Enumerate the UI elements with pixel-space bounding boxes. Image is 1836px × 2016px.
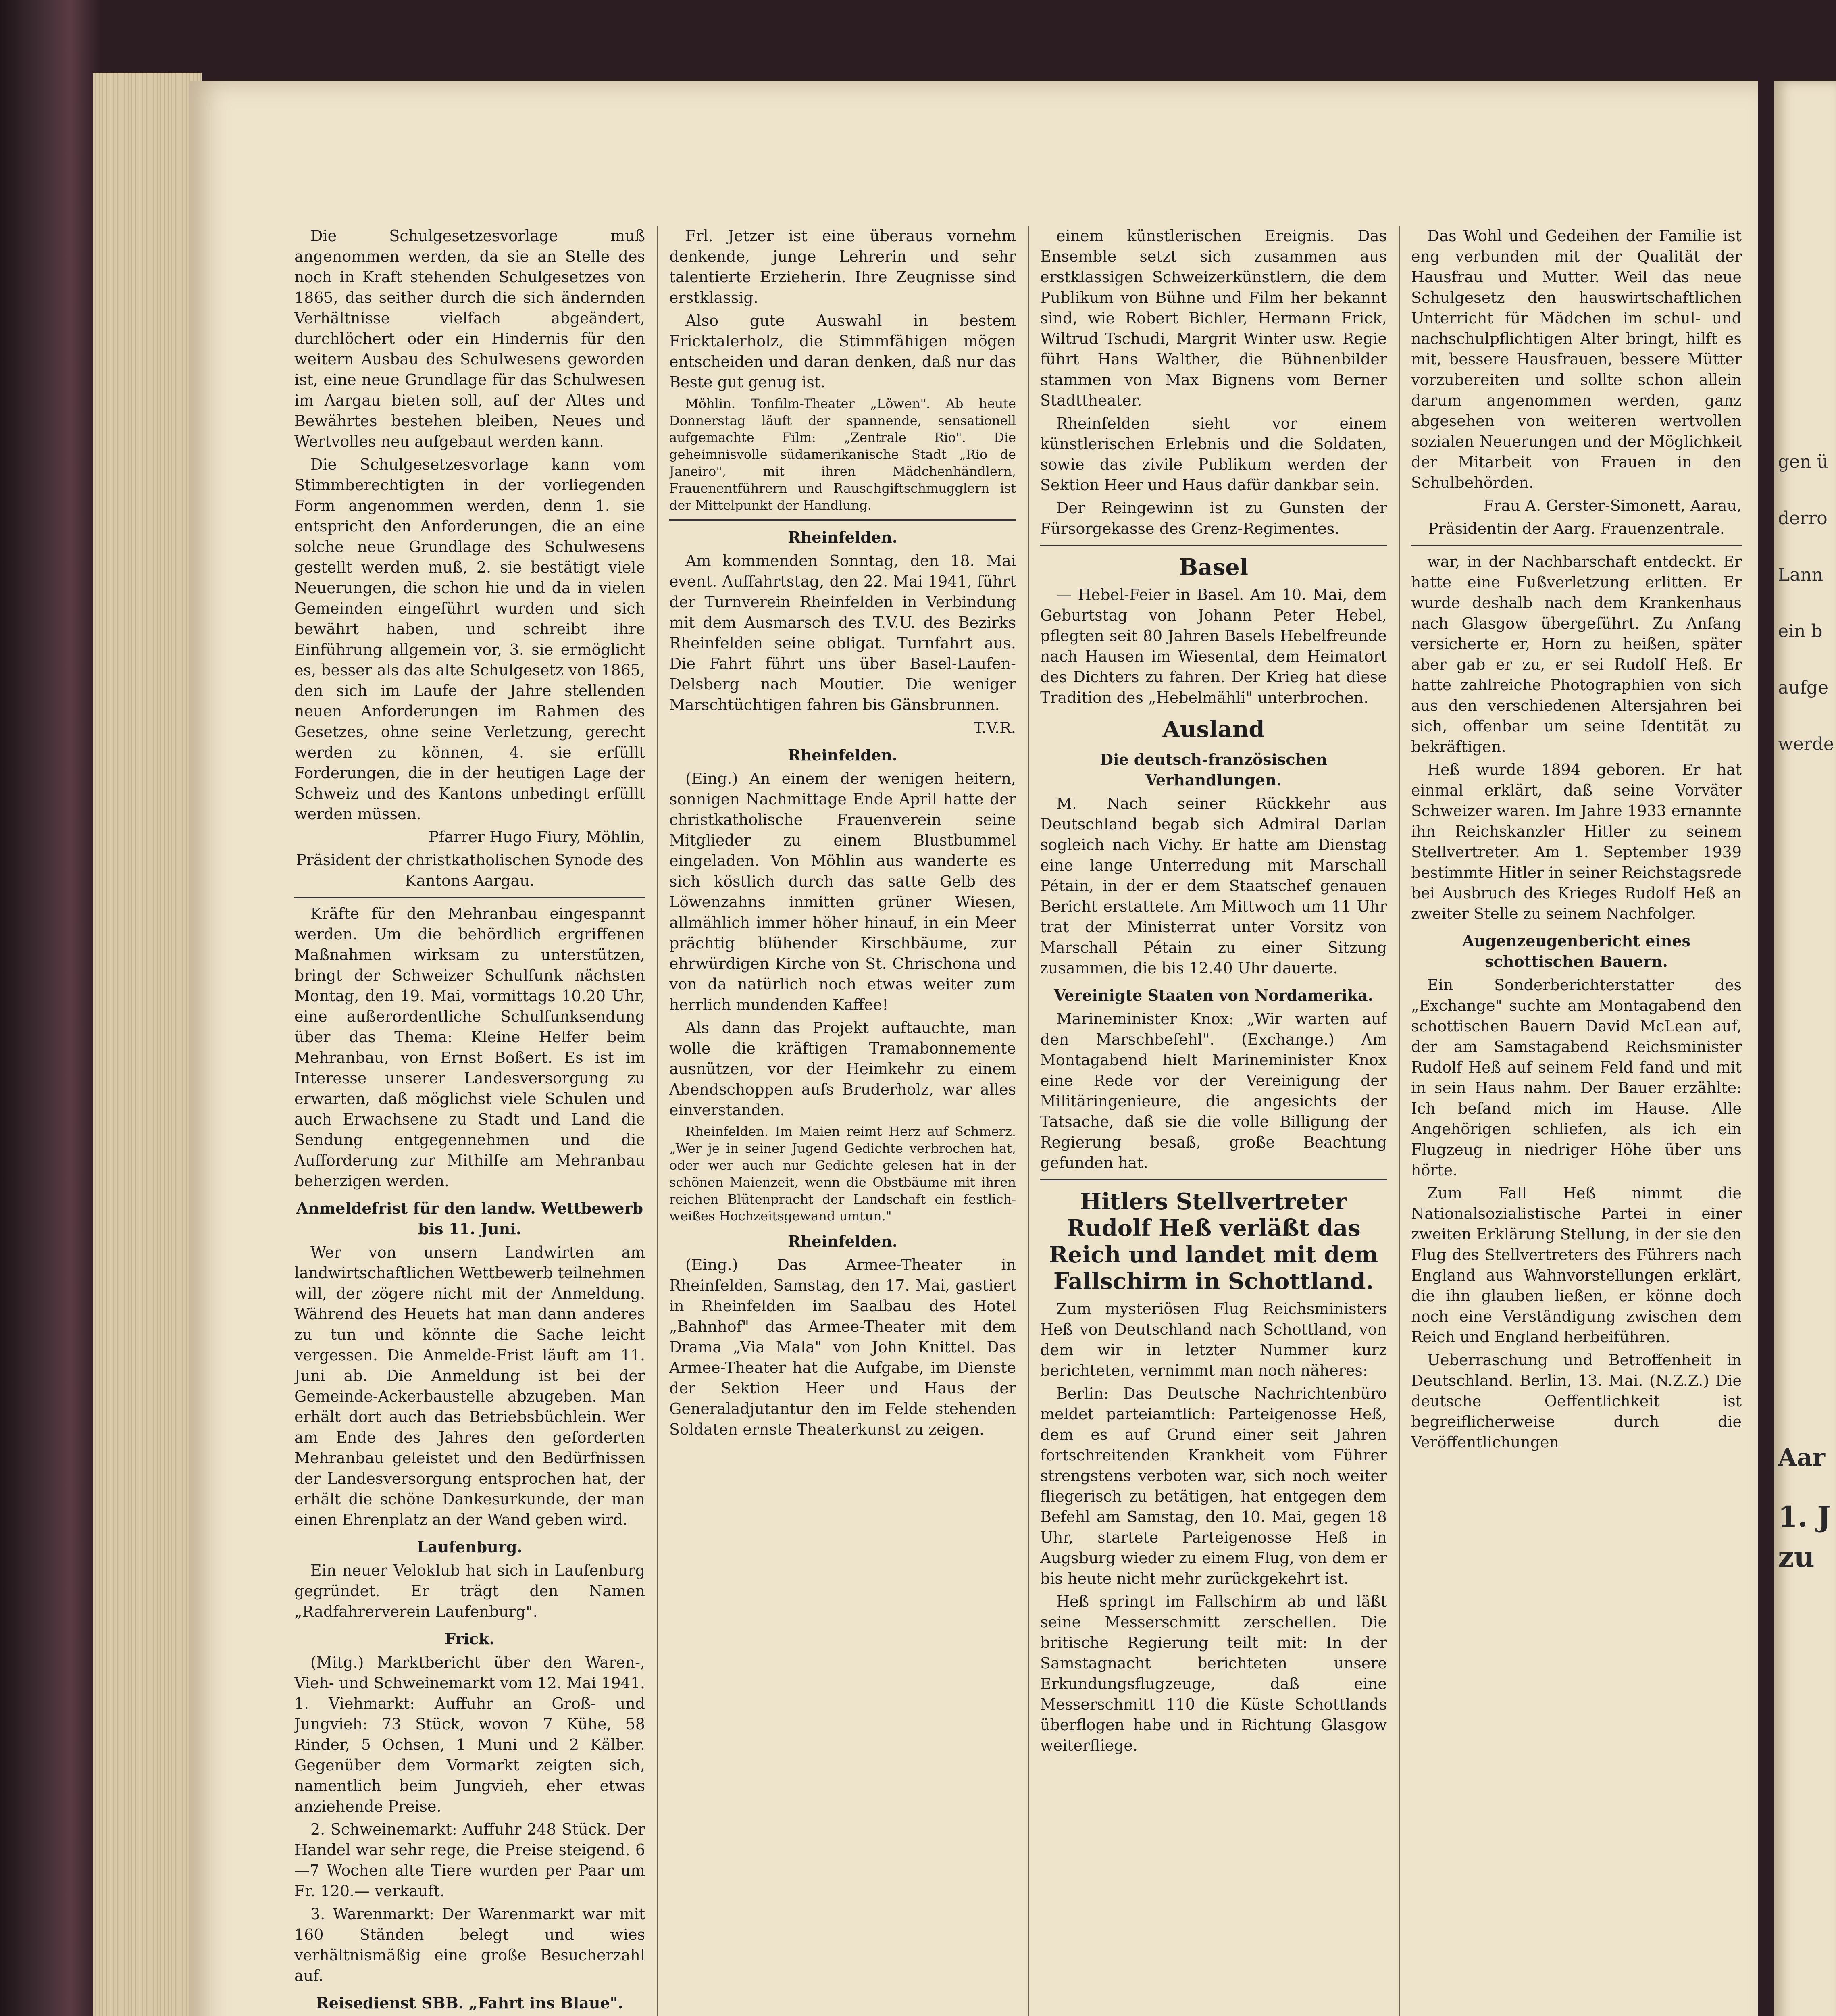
paragraph: (Mitg.) Marktbericht über den Waren-, Vieh- und Schweinemarkt vom 12. Mai 1941. 1. Viehmarkt: Auffuhr an Groß- und Jungvieh: 73 Stück, wovon 7 Kühe, 58 Rinder, 5 Ochsen, 1 Muni und 2 Kälber. Gegenüber dem Vormarkt zeigten sich, namentlich beim Jungvieh, eher etwas anziehende Preise. — [294, 1654, 645, 1815]
text-fragment: zu — [1778, 1540, 1815, 1574]
paragraph: Der Reingewinn ist zu Gunsten der Fürsorgekasse des Grenz-Regimentes. — [1040, 499, 1387, 537]
text-fragment: werde — [1778, 734, 1834, 754]
section-heading: Reisedienst SBB. „Fahrt ins Blaue". — [316, 1994, 623, 2012]
paragraph: Heß wurde 1894 geboren. Er hat einmal erklärt, daß seine Vorväter Schweizer waren. Im Jahre 1933 ernannte ihn Reichskanzler Hitler zu seinem Stellvertreter. Am 1. September 1939 bestimmte Hitler in seiner Reichstagsrede bei Ausbruch des Krieges Rudolf Heß an zweiter Stelle zu seinem Nachfolger. — [1411, 761, 1742, 923]
paragraph: Kräfte für den Mehranbau eingespannt werden. Um die behördlich ergriffenen Maßnahmen wirksam zu unterstützen, bringt der Schweizer Schulfunk nächsten Montag, den 19. Mai, vormittags 10.20 Uhr, eine außerordentliche Schulfunksendung über das Thema: Kleine Helfer beim Mehranbau, von Ernst Boßert. Es ist im Interesse unserer Landesversorgung zu erwarten, daß möglichst viele Schulen und auch Erwachsene zu Stadt und Land die Sendung entgegennehmen und die Aufforderung zur Mithilfe am Mehranbau beherzigen werden. — [294, 905, 645, 1190]
column-rule — [1028, 226, 1029, 2016]
text-fragment: 1. J — [1778, 1500, 1831, 1533]
paragraph: Ein neuer Veloklub hat sich in Laufenburg gegründet. Er trägt den Namen „Radfahrerverein Laufenburg". — [294, 1562, 645, 1620]
paragraph: Rheinfelden sieht vor einem künstlerischen Erlebnis und die Soldaten, sowie das zivile Publikum werden der Sektion Heer und Haus dafür dankbar sein. — [1040, 414, 1387, 494]
paragraph: 3. Warenmarkt: Der Warenmarkt war mit 160 Ständen belegt und wies verhältnismäßig eine große Besucherzahl auf. — [294, 1905, 645, 1985]
article-heading: Vereinigte Staaten von Nordamerika. — [1054, 986, 1373, 1004]
paragraph: (Eing.) Das Armee-Theater in Rheinfelden, Samstag, den 17. Mai, gastiert in Rheinfelden im Saalbau des Hotel „Bahnhof" das Armee-Theater mit dem Drama „Via Mala" von John Knittel. Das Armee-Theater hat die Aufgabe, im Dienste der Sektion Heer und Haus der Generaladjutantur den im Felde stehenden Soldaten ernste Theaterkunst zu zeigen. — [669, 1256, 1016, 1438]
text-fragment: Lann — [1778, 564, 1824, 585]
signature-title: Präsidentin der Aarg. Frauenzentrale. — [1428, 520, 1725, 537]
paragraph: Möhlin. Tonfilm-Theater „Löwen". Ab heute Donnerstag läuft der spannende, sensationell aufgemachte Film: „Zentrale Rio". Die geheimnisvolle südamerikanische Stadt „Rio de Janeiro", mit ihren Mädchenhändlern, Frauenentführern und Rauschgiftschmugglern ist der Mittelpunkt der Handlung. — [669, 396, 1016, 513]
signature-title: Präsident der christkatholischen Synode des Kantons Aargau. — [296, 851, 643, 889]
divider — [1040, 1179, 1387, 1180]
divider — [294, 897, 645, 898]
paragraph: 2. Schweinemarkt: Auffuhr 248 Stück. Der Handel war sehr rege, die Preise steigend. 6—7 Wochen alte Tiere wurden per Paar um Fr. 120.— verkauft. — [294, 1820, 645, 1900]
paragraph: M. Nach seiner Rückkehr aus Deutschland begab sich Admiral Darlan sogleich nach Vichy. Er hatte am Dienstag eine lange Unterredung mit Marschall Pétain, in der er dem Staatschef genauen Bericht erstattete. Am Mittwoch um 11 Uhr trat der Ministerrat unter Vorsitz von Marschall Pétain zu einer Sitzung zusammen, die bis 12.40 Uhr dauerte. — [1040, 795, 1387, 977]
book-binding — [0, 0, 101, 2016]
section-heading: Ausland — [1162, 716, 1265, 743]
paragraph: Das Wohl und Gedeihen der Familie ist eng verbunden mit der Qualität der Hausfrau und Mutter. Weil das neue Schulgesetz den hauswirtschaftlichen Unterricht für Mädchen im schul- und nachschulpflichtigen Alter bringt, hilft es mit, bessere Hausfrauen, bessere Mütter vorzubereiten und sollte schon allein darum angenommen werden, ganz abgesehen von weiteren wertvollen sozialen Neuerungen und der Möglichkeit der Mitarbeit von Frauen in den Schulbehörden. — [1411, 227, 1742, 492]
paragraph: Die Schulgesetzesvorlage kann vom Stimmberechtigten in der vorliegenden Form angenommen werden, denn 1. sie entspricht den Anforderungen, die an eine solche neue Grundlage des Schulwesens gestellt werden muß, 2. sie bestätigt viele Neuerungen, die schon hie und da in vielen Gemeinden eingeführt wurden und sich bewährt haben, und schreibt ihre Einführung allgemein vor, 3. sie ermöglicht es, besser als das alte Schulgesetz von 1865, den sich im Laufe der Jahre stellenden neuen Anforderungen im Rahmen des Gesetzes, ohne seine Verletzung, gerecht werden zu können, 4. sie erfüllt Forderungen, die in der heutigen Lage der Schweiz und des Kantons unbedingt erfüllt werden müssen. — [294, 456, 645, 823]
paragraph: Heß springt im Fallschirm ab und läßt seine Messerschmitt zerschellen. Die britische Regierung teilt mit: In der Samstagnacht berichteten unsere Erkundungsflugzeuge, daß eine Messerschmitt 110 die Küste Schottlands überflogen habe und in Richtung Glasgow weiterfliege. — [1040, 1593, 1387, 1754]
paragraph: Wer von unsern Landwirten am landwirtschaftlichen Wettbewerb teilnehmen will, der zögere nicht mit der Anmeldung. Während des Heuets hat man dann anderes zu tun und könnte die Sache leicht vergessen. Die Anmelde-Frist läuft am 11. Juni ab. Die Anmeldung ist bei der Gemeinde-Ackerbaustelle abzugeben. Man erhält dort auch das Betriebsbüchlein. Wer am Ende des Jahres den geforderten Mehranbau geleistet und den Bedürfnissen der Landesversorgung entsprochen hat, der erhält die schöne Dankesurkunde, der man einen Ehrenplatz an der Wand geben wird. — [294, 1243, 645, 1529]
signature: T.V.R. — [973, 719, 1016, 737]
page-edges — [93, 73, 202, 2016]
section-heading: Basel — [1178, 554, 1249, 581]
paragraph: Rheinfelden. Im Maien reimt Herz auf Schmerz. „Wer je in seiner Jugend Gedichte verbrochen hat, oder wer auch nur Gedichte gelesen hat in der schönen Maienzeit, wenn die Obstbäume mit ihren reichen Blütenpracht der Landschaft ein festlich-weißes Hochzeitsgewand umtun." — [669, 1124, 1016, 1224]
text-fragment: derro — [1778, 508, 1828, 529]
newspaper-page — [189, 81, 1758, 2016]
column-rule — [657, 226, 658, 2016]
text-fragment: gen ü — [1778, 452, 1828, 472]
article-heading: Die deutsch-französischen Verhandlungen. — [1100, 750, 1327, 789]
paragraph: Frl. Jetzer ist eine überaus vornehm denkende, junge Lehrerin und sehr talentierte Erzieherin. Ihre Zeugnisse sind erstklassig. — [669, 227, 1016, 306]
article-heading: Augenzeugenbericht eines schottischen Bauern. — [1462, 932, 1690, 971]
headline: Hitlers Stellvertreter Rudolf Heß verläßt das Reich und landet mit dem Fallschirm in Schottland. — [1049, 1188, 1378, 1295]
signature: Pfarrer Hugo Fiury, Möhlin, — [428, 828, 645, 846]
column-4 — [1411, 226, 1742, 2016]
divider — [669, 519, 1016, 521]
column-rule — [1399, 226, 1400, 2016]
paragraph: Also gute Auswahl in bestem Fricktalerholz, die Stimmfähigen mögen entscheiden und daran denken, daß nur das Beste gut genug ist. — [669, 312, 1016, 391]
text-fragment: ein b — [1778, 621, 1823, 641]
section-heading: Rheinfelden. — [787, 1232, 897, 1250]
paragraph: Marineminister Knox: „Wir warten auf den Marschbefehl". (Exchange.) Am Montagabend hielt Marineminister Knox eine Rede vor der Vereinigung der Militäringenieure, die angesichts der Tatsache, daß sie die volle Billigung der Regierung besaß, große Beachtung gefunden hat. — [1040, 1010, 1387, 1172]
divider — [1040, 545, 1387, 546]
signature: Frau A. Gerster-Simonett, Aarau, — [1483, 497, 1742, 514]
paragraph: Die Schulgesetzesvorlage muß angenommen werden, da sie an Stelle des noch in Kraft stehenden Schulgesetzes von 1865, das seither durch die sich ändernden Verhältnisse vielfach abgeändert, durchlöchert oder ein Hindernis für den weitern Ausbau des Schulwesens geworden ist, eine neue Grundlage für das Schulwesen im Aargau bieten soll, auf der Altes und Bewährtes bestehen bleiben, Neues und Wertvolles neu aufgebaut werden kann. — [294, 227, 645, 450]
paragraph: — Hebel-Feier in Basel. Am 10. Mai, dem Geburtstag von Johann Peter Hebel, pflegten seit 80 Jahren Basels Hebelfreunde nach Hausen im Wiesental, dem Heimatort des Dichters zu fahren. Der Krieg hat diese Tradition des „Hebelmähli" unterbrochen. — [1040, 586, 1387, 706]
paragraph: (Eing.) An einem der wenigen heitern, sonnigen Nachmittage Ende April hatte der christkatholische Frauenverein seine Mitglieder zu einem Blustbummel eingeladen. Von Möhlin aus wanderte es sich köstlich durch das satte Gelb des Löwenzahns inmitten grüner Wiesen, allmählich immer höher hinauf, in ein Meer prächtig blühender Kirschbäume, zur ehrwürdigen Kirche von St. Chrischona und von da natürlich noch etwas weiter zum herrlich mundenden Kaffee! — [669, 770, 1016, 1014]
paragraph: war, in der Nachbarschaft entdeckt. Er hatte eine Fußverletzung erlitten. Er wurde deshalb nach dem Krankenhaus nach Glasgow übergeführt. Zu Anfang versicherte er, Horn zu heißen, später aber gab er zu, er sei Rudolf Heß. Er hatte zahlreiche Photographien von sich aus den verschiedenen Altersjahren bei sich, offenbar um seine Identität zu bekräftigen. — [1411, 553, 1742, 756]
column-2 — [669, 226, 1016, 2016]
text-fragment: aufge — [1778, 677, 1829, 698]
paragraph: Ein Sonderberichterstatter des „Exchange" suchte am Montagabend den schottischen Bauern David McLean auf, der am Samstagabend Reichsminister Rudolf Heß auf seinem Feld fand und mit in sein Haus nahm. Der Bauer erzählte: Ich befand mich im Hause. Alle Angehörigen schliefen, als ich ein Flugzeug in niedriger Höhe über uns hörte. — [1411, 976, 1742, 1179]
text-fragment: Aar — [1778, 1443, 1826, 1472]
section-heading: Laufenburg. — [417, 1538, 522, 1556]
section-heading: Rheinfelden. — [787, 746, 897, 764]
column-3 — [1040, 226, 1387, 2016]
column-1 — [294, 226, 645, 2016]
section-heading: Rheinfelden. — [787, 528, 897, 546]
section-heading: Frick. — [445, 1630, 495, 1648]
paragraph: Zum mysteriösen Flug Reichsministers Heß von Deutschland nach Schottland, von dem wir in letzter Nummer kurz berichteten, vernimmt man noch näheres: — [1040, 1300, 1387, 1379]
paragraph: Am kommenden Sonntag, den 18. Mai event. Auffahrtstag, den 22. Mai 1941, führt der Turnverein Rheinfelden in Verbindung mit dem Ausmarsch des T.V.U. des Bezirks Rheinfelden seine obligat. Turnfahrt aus. Die Fahrt führt uns über Basel-Laufen-Delsberg nach Moutier. Die weniger Marschtüchtigen fahren bis Gänsbrunnen. — [669, 552, 1016, 714]
paragraph: Berlin: Das Deutsche Nachrichtenbüro meldet parteiamtlich: Parteigenosse Heß, dem es auf Grund einer seit Jahren fortschreitenden Krankheit vom Führer strengstens verboten war, sich noch weiter fliegerisch zu betätigen, hat entgegen dem Befehl am Samstag, den 10. Mai, gegen 18 Uhr, startete Parteigenosse Heß in Augsburg wieder zu einem Flug, von dem er bis heute nicht mehr zurückgekehrt ist. — [1040, 1385, 1387, 1587]
paragraph: Zum Fall Heß nimmt die Nationalsozialistische Partei in einer zweiten Erklärung Stellung, in der sie den Flug des Stellvertreters des Führers nach England aus Wahnvorstellungen erklärt, die ihn glauben ließen, er könne doch noch eine Verständigung zwischen dem Reich und England herbeiführen. — [1411, 1184, 1742, 1346]
section-heading: Anmeldefrist für den landw. Wettbewerb bis 11. Juni. — [296, 1199, 643, 1238]
paragraph: Als dann das Projekt auftauchte, man wolle die kräftigen Tramabonnemente ausnützen, vor der Heimkehr zu einem Abendschoppen aufs Bruderholz, war alles einverstanden. — [669, 1019, 1016, 1119]
divider — [1411, 545, 1742, 546]
paragraph: einem künstlerischen Ereignis. Das Ensemble setzt sich zusammen aus erstklassigen Schweizerkünstlern, die dem Publikum von Bühne und Film her bekannt sind, wie Robert Bichler, Hermann Frick, Wiltrud Tschudi, Margrit Winter usw. Regie führt Hans Walther, die Bühnenbilder stammen von Max Bignens vom Berner Stadttheater. — [1040, 227, 1387, 409]
paragraph: Ueberraschung und Betroffenheit in Deutschland. Berlin, 13. Mai. (N.Z.Z.) Die deutsche Oeffentlichkeit ist begreiflicherweise durch die Veröffentlichungen — [1411, 1351, 1742, 1451]
adjacent-page-edge — [1774, 81, 1836, 2016]
